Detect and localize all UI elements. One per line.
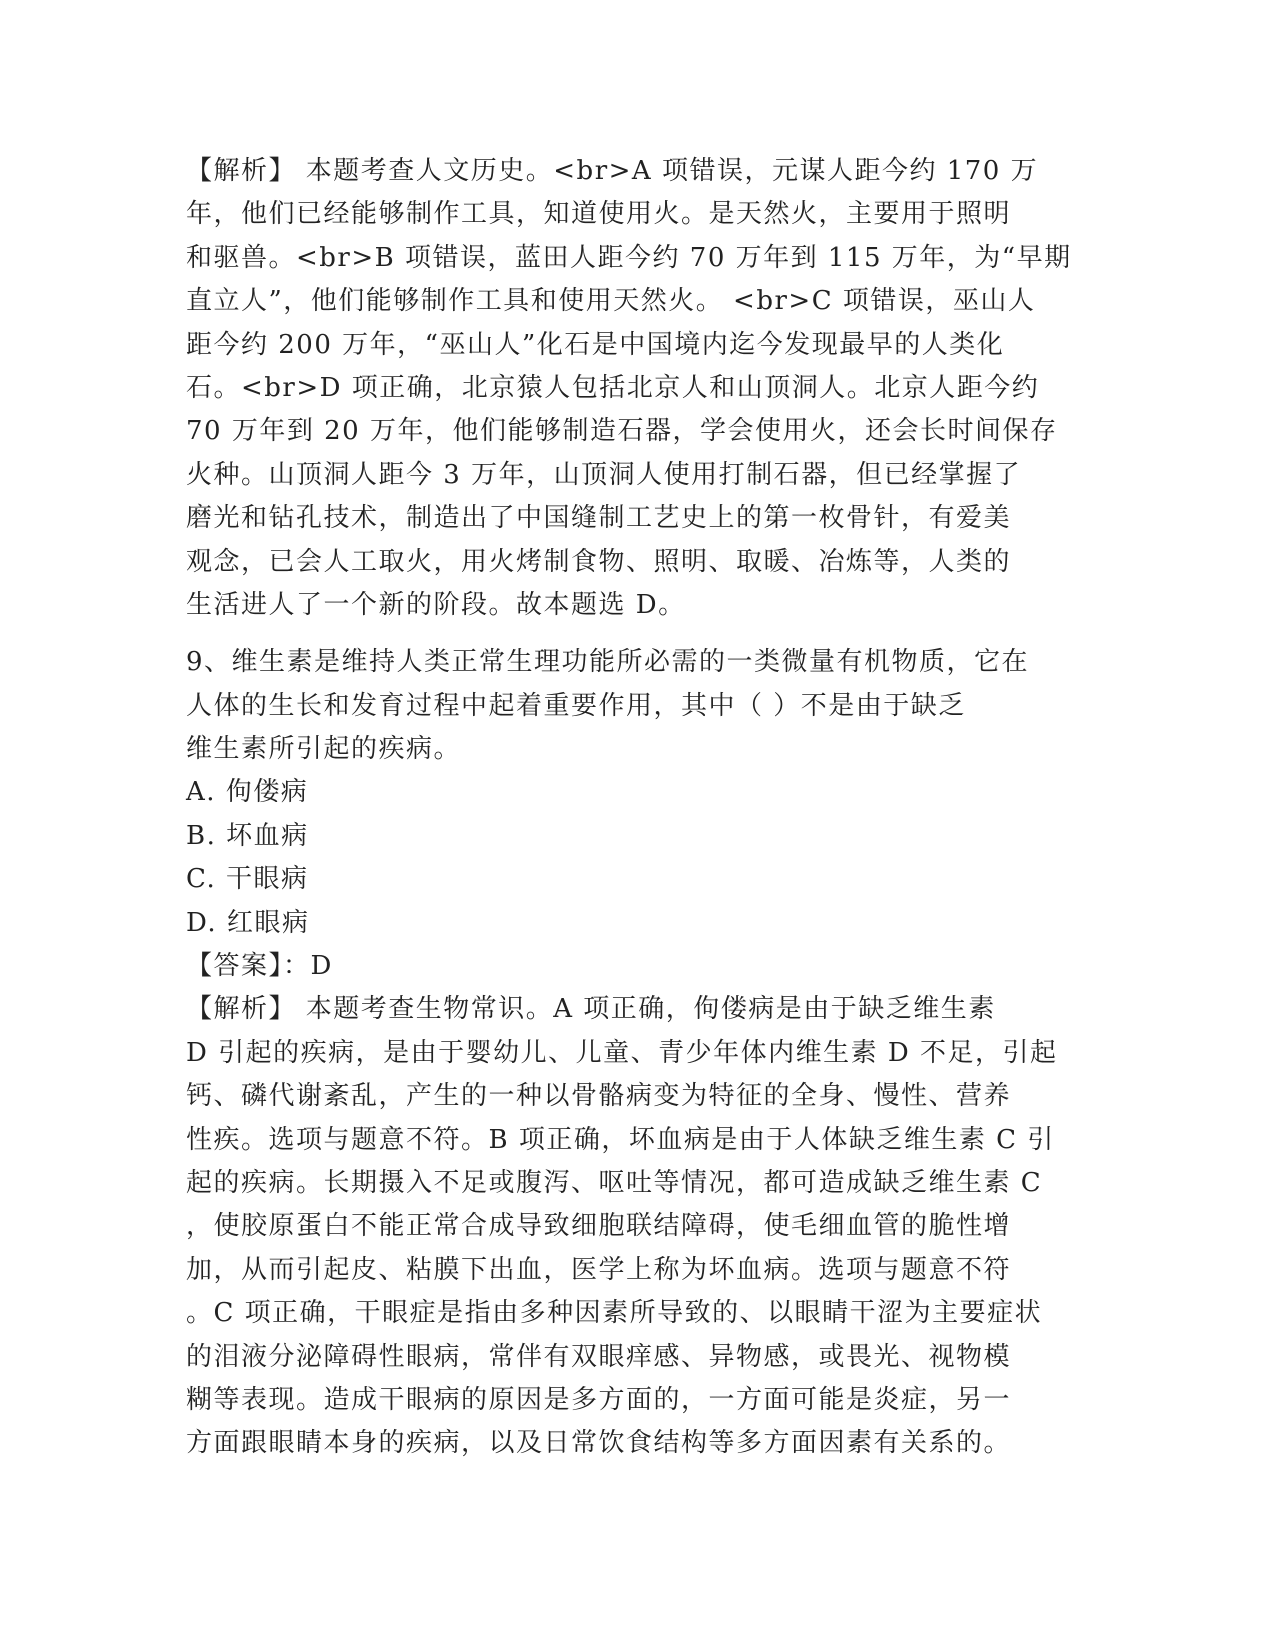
question-stem-line: 人体的生长和发育过程中起着重要作用，其中（ ）不是由于缺乏 <box>186 690 966 721</box>
analysis-line: D 引起的疾病，是由于婴幼儿、儿童、青少年体内维生素 D 不足，引起 <box>186 1037 1058 1068</box>
analysis-line: 糊等表现。造成干眼病的原因是多方面的，一方面可能是炎症，另一 <box>186 1384 1012 1415</box>
question-block <box>186 641 1086 988</box>
previous-analysis-block <box>186 150 1086 627</box>
analysis-line: 生活进人了一个新的阶段。故本题选 D。 <box>186 589 686 620</box>
analysis-line: 起的疾病。长期摄入不足或腹泻、呕吐等情况，都可造成缺乏维生素 C <box>186 1167 1043 1198</box>
option-b: B. 坏血病 <box>186 820 309 851</box>
option-a: A. 佝偻病 <box>186 777 309 808</box>
analysis-line: ，使胶原蛋白不能正常合成导致细胞联结障碍，使毛细血管的脆性增 <box>186 1211 1012 1242</box>
question-stem-line: 维生素所引起的疾病。 <box>186 734 462 765</box>
analysis-line: 钙、磷代谢紊乱，产生的一种以骨骼病变为特征的全身、慢性、营养 <box>186 1081 1012 1112</box>
question-stem-line: 9、维生素是维持人类正常生理功能所必需的一类微量有机物质，它在 <box>186 647 1030 678</box>
spacer <box>186 627 1086 641</box>
analysis-line: 距今约 200 万年，“巫山人”化石是中国境内迄今发现最早的人类化 <box>186 329 1005 360</box>
analysis-line: 观念，已会人工取火，用火烤制食物、照明、取暖、冶炼等，人类的 <box>186 546 1012 577</box>
analysis-line: 磨光和钻孔技术，制造出了中国缝制工艺史上的第一枚骨针，有爱美 <box>186 503 1012 534</box>
analysis-line: 和驱兽。<br>B 项错误，蓝田人距今约 70 万年到 115 万年，为“早期 <box>186 242 1072 273</box>
analysis-line: 石。<br>D 项正确，北京猿人包括北京人和山顶洞人。北京人距今约 <box>186 372 1040 403</box>
analysis-line: 年，他们已经能够制作工具，知道使用火。是天然火，主要用于照明 <box>186 199 1012 230</box>
analysis-line: 70 万年到 20 万年，他们能够制造石器，学会使用火，还会长时间保存 <box>186 416 1058 447</box>
answer-line: 【答案】：D <box>186 951 333 982</box>
analysis-line: 直立人”，他们能够制作工具和使用天然火。 <br>C 项错误，巫山人 <box>186 286 1036 317</box>
analysis-line: 【解析】 本题考查人文历史。<br>A 项错误，元谋人距今约 170 万 <box>186 156 1039 186</box>
analysis-line: 加，从而引起皮、粘膜下出血，医学上称为坏血病。选项与题意不符 <box>186 1254 1012 1285</box>
analysis-line: 性疾。选项与题意不符。B 项正确，坏血病是由于人体缺乏维生素 C 引 <box>186 1124 1055 1155</box>
analysis-line: 【解析】 本题考查生物常识。A 项正确，佝偻病是由于缺乏维生素 <box>186 994 996 1025</box>
analysis-line: 火种。山顶洞人距今 3 万年，山顶洞人使用打制石器，但已经掌握了 <box>186 459 1022 490</box>
analysis-line: 。C 项正确，干眼症是指由多种因素所导致的、以眼睛干涩为主要症状 <box>186 1298 1043 1329</box>
document-page <box>186 150 1086 1466</box>
analysis-block <box>186 988 1086 1465</box>
analysis-line: 方面跟眼睛本身的疾病，以及日常饮食结构等多方面因素有关系的。 <box>186 1428 1012 1459</box>
analysis-line: 的泪液分泌障碍性眼病，常伴有双眼痒感、异物感，或畏光、视物模 <box>186 1341 1012 1372</box>
option-d: D. 红眼病 <box>186 907 310 938</box>
option-c: C. 干眼病 <box>186 864 309 895</box>
